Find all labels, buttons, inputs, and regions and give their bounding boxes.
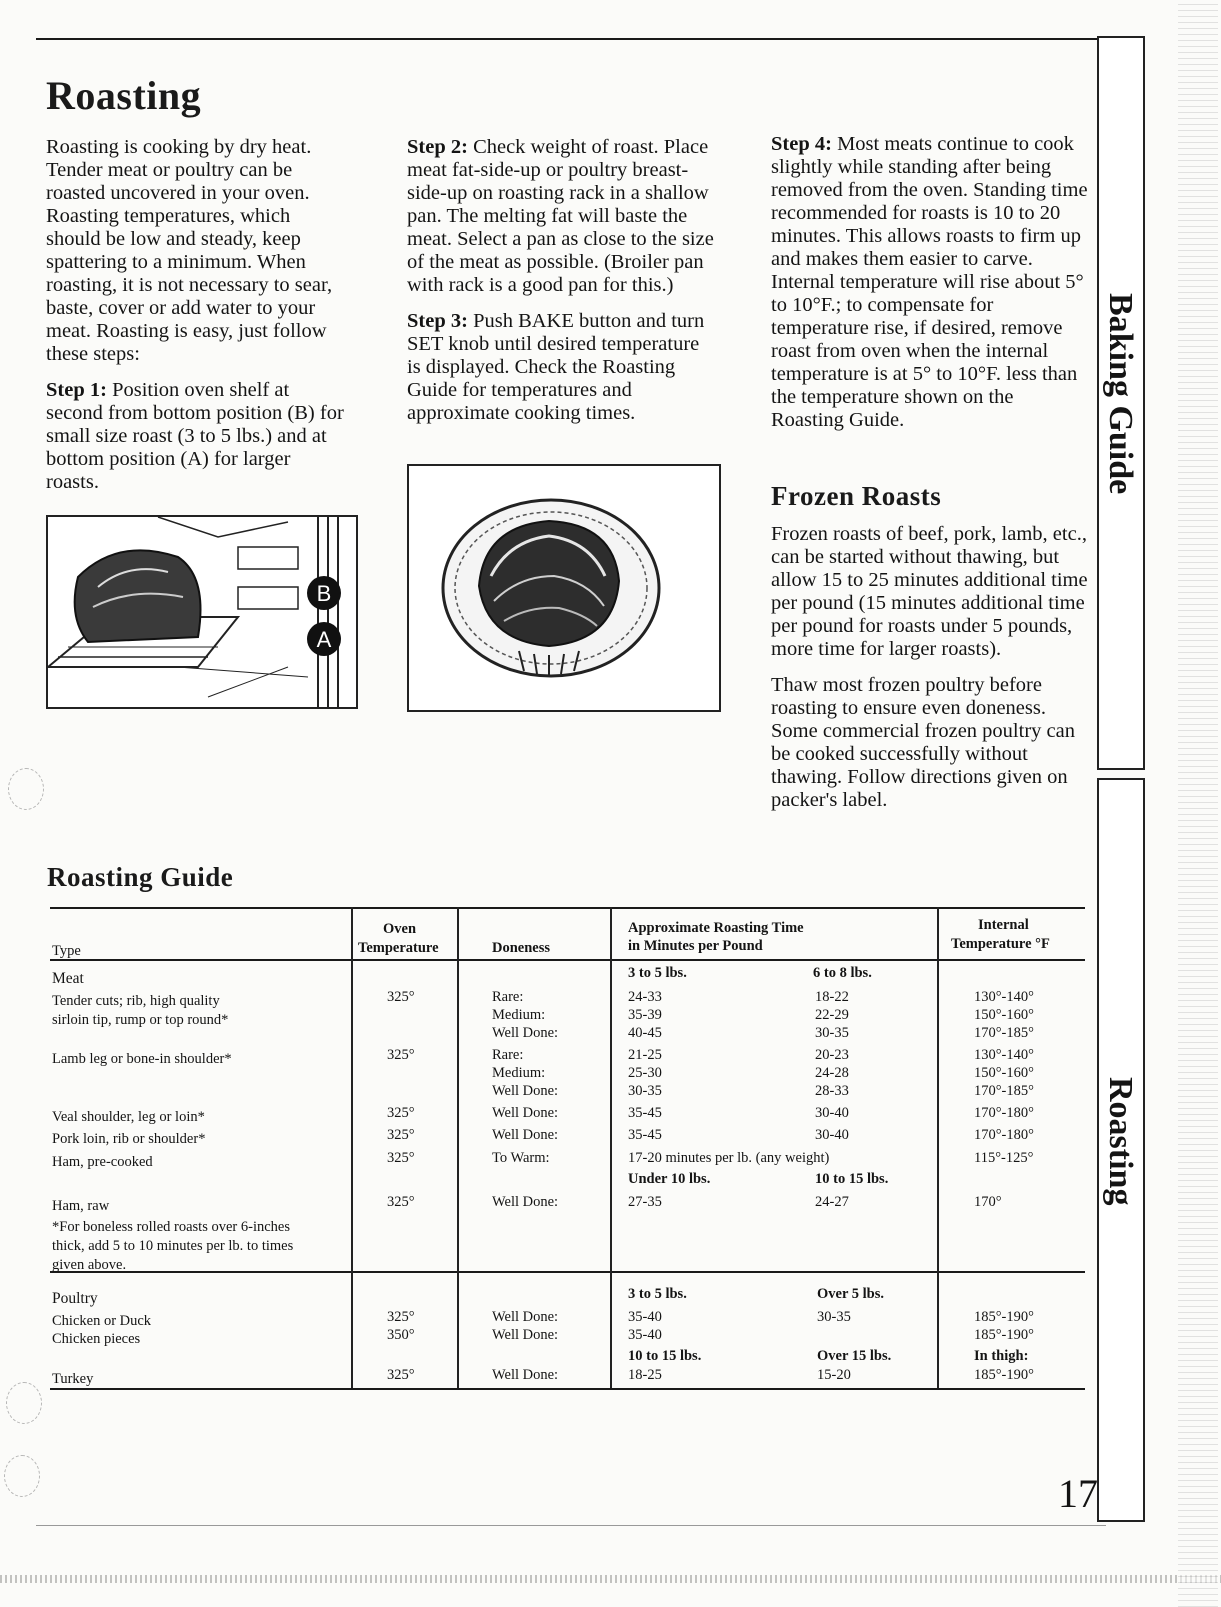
step-2 <box>407 136 717 297</box>
lamb-well: Well Done: <box>492 1083 559 1099</box>
tender-rare: Rare: <box>492 989 524 1005</box>
lamb-medium-b: 24-28 <box>815 1065 849 1081</box>
lamb-well-temp: 170°-185° <box>974 1083 1034 1099</box>
frozen-p2: Thaw most frozen poultry before roasting to ensure even doneness. Some commercial frozen poultry can be cooked successfully without thawing. Follow directions given on packer's label. <box>771 674 1075 811</box>
middle-column <box>407 136 717 438</box>
ham-precooked-doneness: To Warm: <box>492 1150 550 1166</box>
frozen-roasts-text <box>771 523 1091 825</box>
turkey-oven: 325° <box>387 1367 415 1383</box>
tender-well-b: 30-35 <box>815 1025 849 1041</box>
lamb-well-b: 28-33 <box>815 1083 849 1099</box>
boneless-note-2: thick, add 5 to 10 minutes per lb. to times <box>52 1238 294 1254</box>
roast-illustration-graphic <box>409 466 719 710</box>
page-title: Roasting <box>46 73 202 118</box>
bottom-rule <box>36 1525 1106 1526</box>
pork-temp: 170°-180° <box>974 1127 1034 1143</box>
pork-a: 35-45 <box>628 1127 662 1143</box>
table-divider-3 <box>610 907 612 1388</box>
meat-weight-b: 6 to 8 lbs. <box>813 965 872 981</box>
shelf-a-label: A <box>316 627 332 652</box>
intro-column <box>46 136 346 507</box>
lamb-oven: 325° <box>387 1047 415 1063</box>
chicken-pieces-type: Chicken pieces <box>52 1331 141 1347</box>
punch-hole-mark <box>4 1455 40 1497</box>
chicken-pieces-temp: 185°-190° <box>974 1327 1034 1343</box>
tender-rare-temp: 130°-140° <box>974 989 1034 1005</box>
step-2-label: Step 2: <box>407 136 468 158</box>
ham-weight-b: 10 to 15 lbs. <box>815 1171 889 1187</box>
tender-medium-temp: 150°-160° <box>974 1007 1034 1023</box>
pork-doneness: Well Done: <box>492 1127 559 1143</box>
poultry-label: Poultry <box>52 1290 98 1307</box>
right-column <box>771 133 1091 445</box>
shelf-b-label: B <box>316 581 332 606</box>
oven-shelf-illustration <box>46 515 358 709</box>
ham-precooked-type: Ham, pre-cooked <box>52 1154 153 1170</box>
roasting-tab[interactable] <box>1097 778 1145 1522</box>
chicken-pieces-a: 35-40 <box>628 1327 662 1343</box>
tender-well: Well Done: <box>492 1025 559 1041</box>
punch-hole-mark <box>8 768 44 810</box>
header-oven-1: Oven <box>383 921 417 937</box>
lamb-rare-a: 21-25 <box>628 1047 662 1063</box>
tender-type-1: Tender cuts; rib, high quality <box>52 993 220 1009</box>
meat-label: Meat <box>52 970 84 987</box>
table-divider-4 <box>937 907 939 1388</box>
pork-oven: 325° <box>387 1127 415 1143</box>
scan-edge-bottom <box>0 1575 1221 1583</box>
table-divider-2 <box>457 907 459 1388</box>
turkey-type: Turkey <box>52 1371 94 1387</box>
turkey-a: 18-25 <box>628 1367 662 1383</box>
step-4 <box>771 133 1091 432</box>
ham-raw-a: 27-35 <box>628 1194 662 1210</box>
lamb-medium-temp: 150°-160° <box>974 1065 1034 1081</box>
header-internal-1: Internal <box>978 917 1029 933</box>
roasting-tab-label: Roasting <box>1102 1077 1139 1206</box>
tender-type-2: sirloin tip, rump or top round* <box>52 1012 229 1028</box>
lamb-medium-a: 25-30 <box>628 1065 662 1081</box>
ham-raw-oven: 325° <box>387 1194 415 1210</box>
lamb-medium: Medium: <box>492 1065 546 1081</box>
frozen-roasts-heading: Frozen Roasts <box>771 481 942 511</box>
veal-temp: 170°-180° <box>974 1105 1034 1121</box>
step-3 <box>407 310 717 425</box>
ham-precooked-temp: 115°-125° <box>974 1150 1034 1166</box>
turkey-weight-b: Over 15 lbs. <box>817 1348 892 1364</box>
table-bottom-rule <box>50 1388 1085 1390</box>
roast-illustration <box>407 464 721 712</box>
roasting-guide-heading: Roasting Guide <box>47 862 234 892</box>
veal-b: 30-40 <box>815 1105 849 1121</box>
ham-raw-temp: 170° <box>974 1194 1002 1210</box>
tender-rare-a: 24-33 <box>628 989 662 1005</box>
header-type: Type <box>52 943 81 959</box>
tender-rare-b: 18-22 <box>815 989 849 1005</box>
pork-b: 30-40 <box>815 1127 849 1143</box>
lamb-well-a: 30-35 <box>628 1083 662 1099</box>
chicken-temp: 185°-190° <box>974 1309 1034 1325</box>
baking-guide-tab[interactable] <box>1097 36 1145 770</box>
step-1-label: Step 1: <box>46 379 107 401</box>
ham-raw-type: Ham, raw <box>52 1198 110 1214</box>
chicken-type: Chicken or Duck <box>52 1313 152 1329</box>
step-4-text: Most meats continue to cook slightly while standing after being removed from the oven. Standing time recommended for roasts is 10 to 20 minutes. This allows roasts to firm up and makes them easier to carve. Internal temperature will rise about 5° to 10°F.; to compensate for temperature rise, if desired, remove roast from oven when the internal temperature is at 5° to 10°F. less than the temperature shown on the Roasting Guide. <box>771 133 1088 431</box>
header-doneness: Doneness <box>492 940 551 956</box>
veal-a: 35-45 <box>628 1105 662 1121</box>
tender-well-temp: 170°-185° <box>974 1025 1034 1041</box>
tender-medium: Medium: <box>492 1007 546 1023</box>
header-time-2: in Minutes per Pound <box>628 938 763 954</box>
intro-text: Roasting is cooking by dry heat. Tender meat or poultry can be roasted uncovered in your oven. Roasting temperatures, which should be low and steady, keep spattering to a minimum. When roasting, it is not necessary to sear, baste, cover or add water to your meat. Roasting is easy, just follow these steps: <box>46 136 333 365</box>
table-header-rule <box>50 959 1085 961</box>
table-top-rule <box>50 907 1085 909</box>
header-internal-2: Temperature °F <box>951 936 1050 952</box>
table-divider-1 <box>351 907 353 1388</box>
tender-oven: 325° <box>387 989 415 1005</box>
punch-hole-mark <box>6 1382 42 1424</box>
scan-edge-right <box>1178 0 1218 1607</box>
ham-precooked-time: 17-20 minutes per lb. (any weight) <box>628 1150 830 1166</box>
turkey-temp: 185°-190° <box>974 1367 1034 1383</box>
veal-type: Veal shoulder, leg or loin* <box>52 1109 205 1125</box>
poultry-weight-a: 3 to 5 lbs. <box>628 1286 687 1302</box>
step-2-text: Check weight of roast. Place meat fat-side-up or poultry breast-side-up on roasting rack in a shallow pan. The melting fat will baste the meat. Select a pan as close to the size of the meat as possible. (Broiler pan with rack is a good pan for this.) <box>407 136 714 296</box>
tender-medium-a: 35-39 <box>628 1007 662 1023</box>
ham-raw-b: 24-27 <box>815 1194 849 1210</box>
frozen-p1: Frozen roasts of beef, pork, lamb, etc., can be started without thawing, but allow 15 to 25 minutes additional time per pound (15 minutes additional time per pound for roasts under 5 pounds, more time for larger roasts). <box>771 523 1088 660</box>
pork-type: Pork loin, rib or shoulder* <box>52 1131 206 1147</box>
baking-guide-tab-label: Baking Guide <box>1102 293 1139 495</box>
tender-well-a: 40-45 <box>628 1025 662 1041</box>
veal-doneness: Well Done: <box>492 1105 559 1121</box>
step-4-label: Step 4: <box>771 133 832 155</box>
veal-oven: 325° <box>387 1105 415 1121</box>
step-3-text: Push BAKE button and turn SET knob until desired temperature is displayed. Check the Roasting Guide for temperatures and approximate cooking times. <box>407 310 705 424</box>
chicken-b: 30-35 <box>817 1309 851 1325</box>
ham-precooked-oven: 325° <box>387 1150 415 1166</box>
tender-medium-b: 22-29 <box>815 1007 849 1023</box>
lamb-type: Lamb leg or bone-in shoulder* <box>52 1051 232 1067</box>
oven-illustration-graphic <box>48 517 356 707</box>
lamb-rare: Rare: <box>492 1047 524 1063</box>
lamb-rare-b: 20-23 <box>815 1047 849 1063</box>
turkey-weight-a: 10 to 15 lbs. <box>628 1348 702 1364</box>
meat-weight-a: 3 to 5 lbs. <box>628 965 687 981</box>
chicken-pieces-doneness: Well Done: <box>492 1327 559 1343</box>
poultry-weight-b: Over 5 lbs. <box>817 1286 884 1302</box>
step-1-text: Position oven shelf at second from bottom position (B) for small size roast (3 to 5 lbs.) and at bottom position (A) for larger roasts. <box>46 379 344 493</box>
top-rule <box>36 38 1106 40</box>
turkey-in-thigh: In thigh: <box>974 1348 1029 1364</box>
lamb-rare-temp: 130°-140° <box>974 1047 1034 1063</box>
boneless-note-3: given above. <box>52 1257 127 1273</box>
turkey-b: 15-20 <box>817 1367 851 1383</box>
ham-raw-doneness: Well Done: <box>492 1194 559 1210</box>
chicken-a: 35-40 <box>628 1309 662 1325</box>
page-number: 17 <box>1058 1471 1098 1516</box>
step-1 <box>46 379 346 494</box>
step-3-label: Step 3: <box>407 310 468 332</box>
table-poultry-rule <box>50 1271 1085 1273</box>
chicken-doneness: Well Done: <box>492 1309 559 1325</box>
turkey-doneness: Well Done: <box>492 1367 559 1383</box>
ham-weight-a: Under 10 lbs. <box>628 1171 711 1187</box>
chicken-pieces-oven: 350° <box>387 1327 415 1343</box>
header-oven-2: Temperature <box>358 940 439 956</box>
header-time-1: Approximate Roasting Time <box>628 920 804 936</box>
chicken-oven: 325° <box>387 1309 415 1325</box>
boneless-note-1: *For boneless rolled roasts over 6-inches <box>52 1219 290 1235</box>
